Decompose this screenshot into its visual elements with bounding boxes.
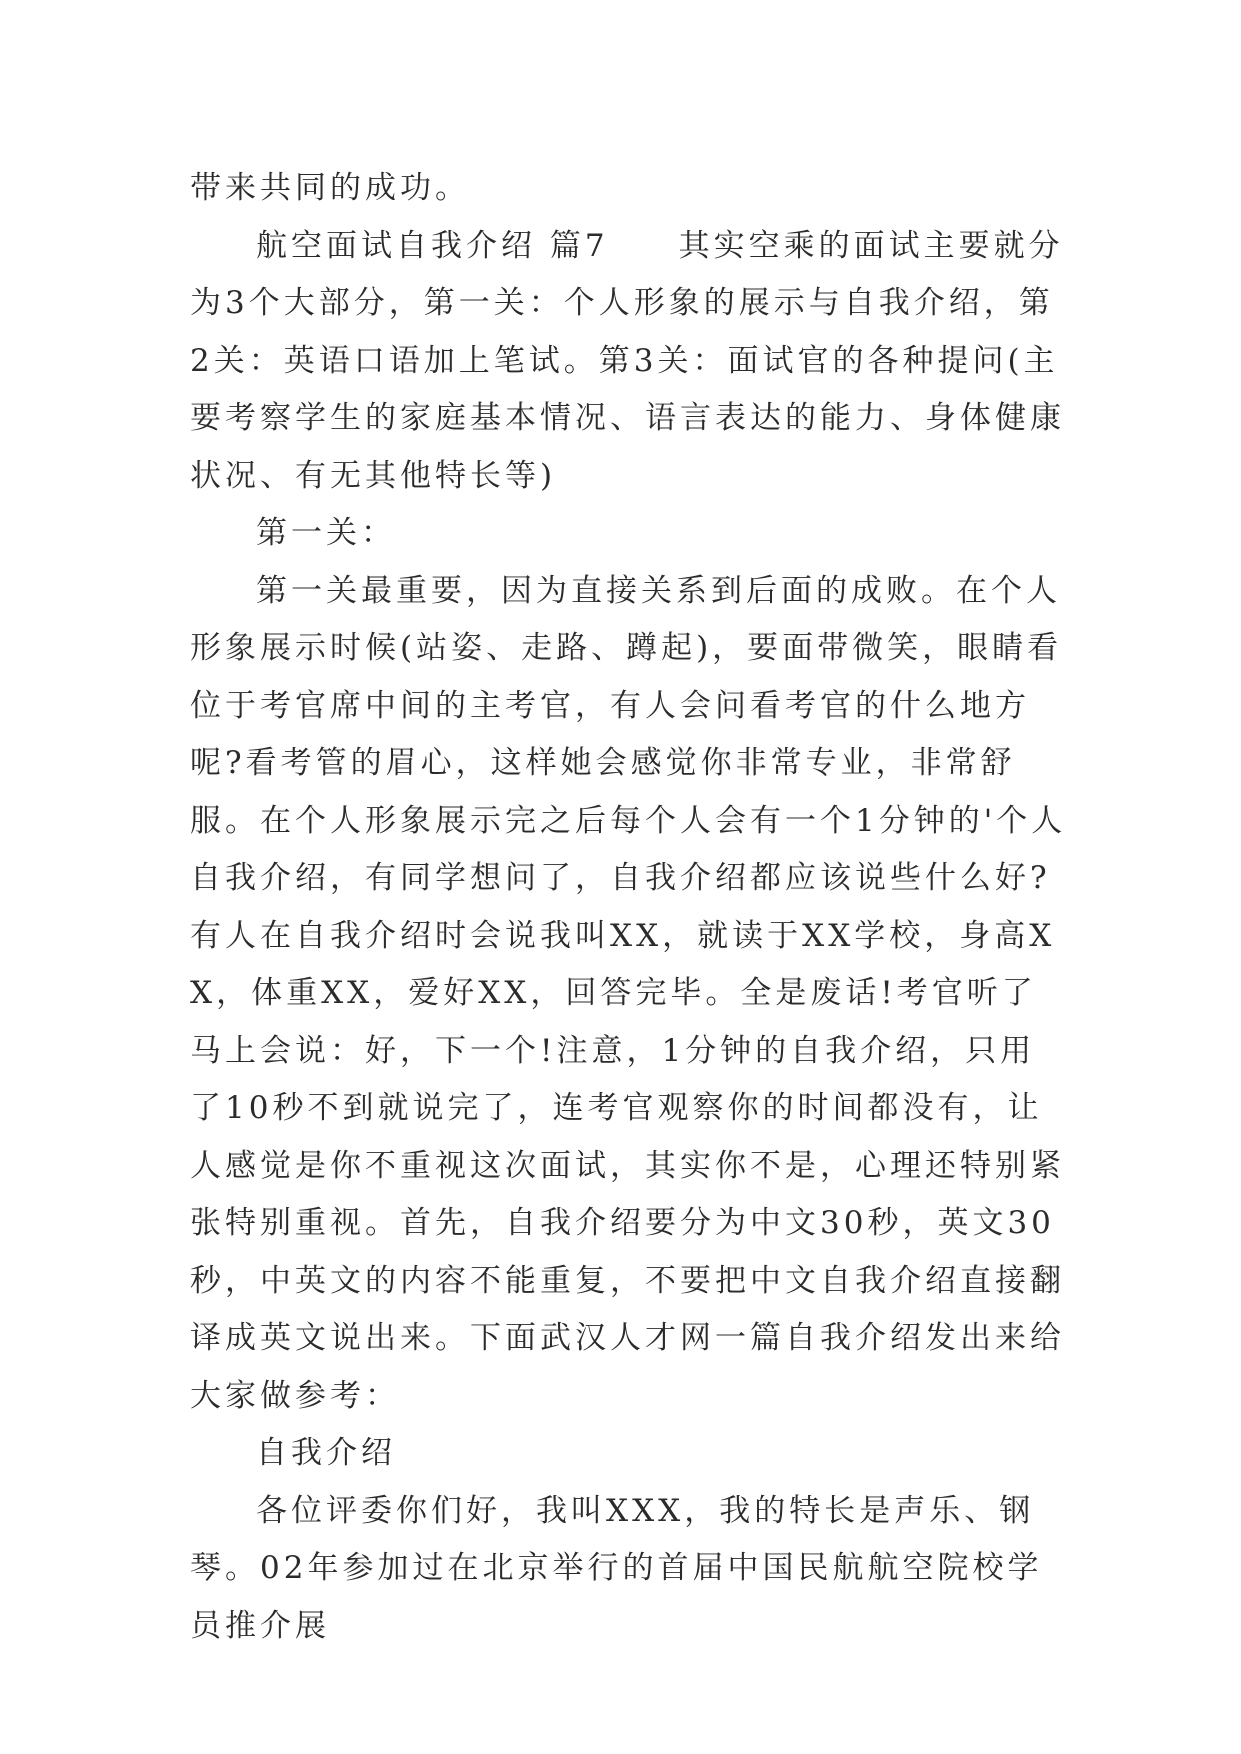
paragraph-self-intro-label: 自我介绍 [256, 1435, 396, 1471]
paragraph-section-heading: 航空面试自我介绍 篇7 其实空乘的面试主要就分为3个大部分，第一关：个人形象的展示与自我介绍，第2关：英语口语加上笔试。第3关：面试官的各种提问(主要考察学生的家庭基本情况、语言表达的能力、身体健康状况、有无其他特长等) [190, 227, 1065, 494]
paragraph-stage-one-body: 第一关最重要，因为直接关系到后面的成败。在个人形象展示时候(站姿、走路、蹲起)，要面带微笑，眼睛看位于考官席中间的主考官，有人会问看考官的什么地方呢?看考管的眉心，这样她会感觉你非常专业，非常舒服。在个人形象展示完之后每个人会有一个1分钟的'个人自我介绍，有同学想问了，自我介绍都应该说些什么好?有人在自我介绍时会说我叫XX，就读于XX学校，身高XX，体重XX，爱好XX，回答完毕。全是废话!考官听了马上会说：好，下一个!注意，1分钟的自我介绍，只用了10秒不到就说完了，连考官观察你的时间都没有，让人感觉是你不重视这次面试，其实你不是，心理还特别紧张特别重视。首先，自我介绍要分为中文30秒，英文30秒，中英文的内容不能重复，不要把中文自我介绍直接翻译成英文说出来。下面武汉人才网一篇自我介绍发出来给大家做参考： [190, 572, 1067, 1414]
paragraph-self-intro-body: 各位评委你们好，我叫XXX，我的特长是声乐、钢琴。02年参加过在北京举行的首届中国民航航空院校学员推介展 [190, 1492, 1043, 1644]
document-body [190, 160, 1070, 1655]
paragraph-continuation: 带来共同的成功。 [190, 170, 470, 206]
paragraph-stage-one-label: 第一关： [256, 515, 396, 551]
